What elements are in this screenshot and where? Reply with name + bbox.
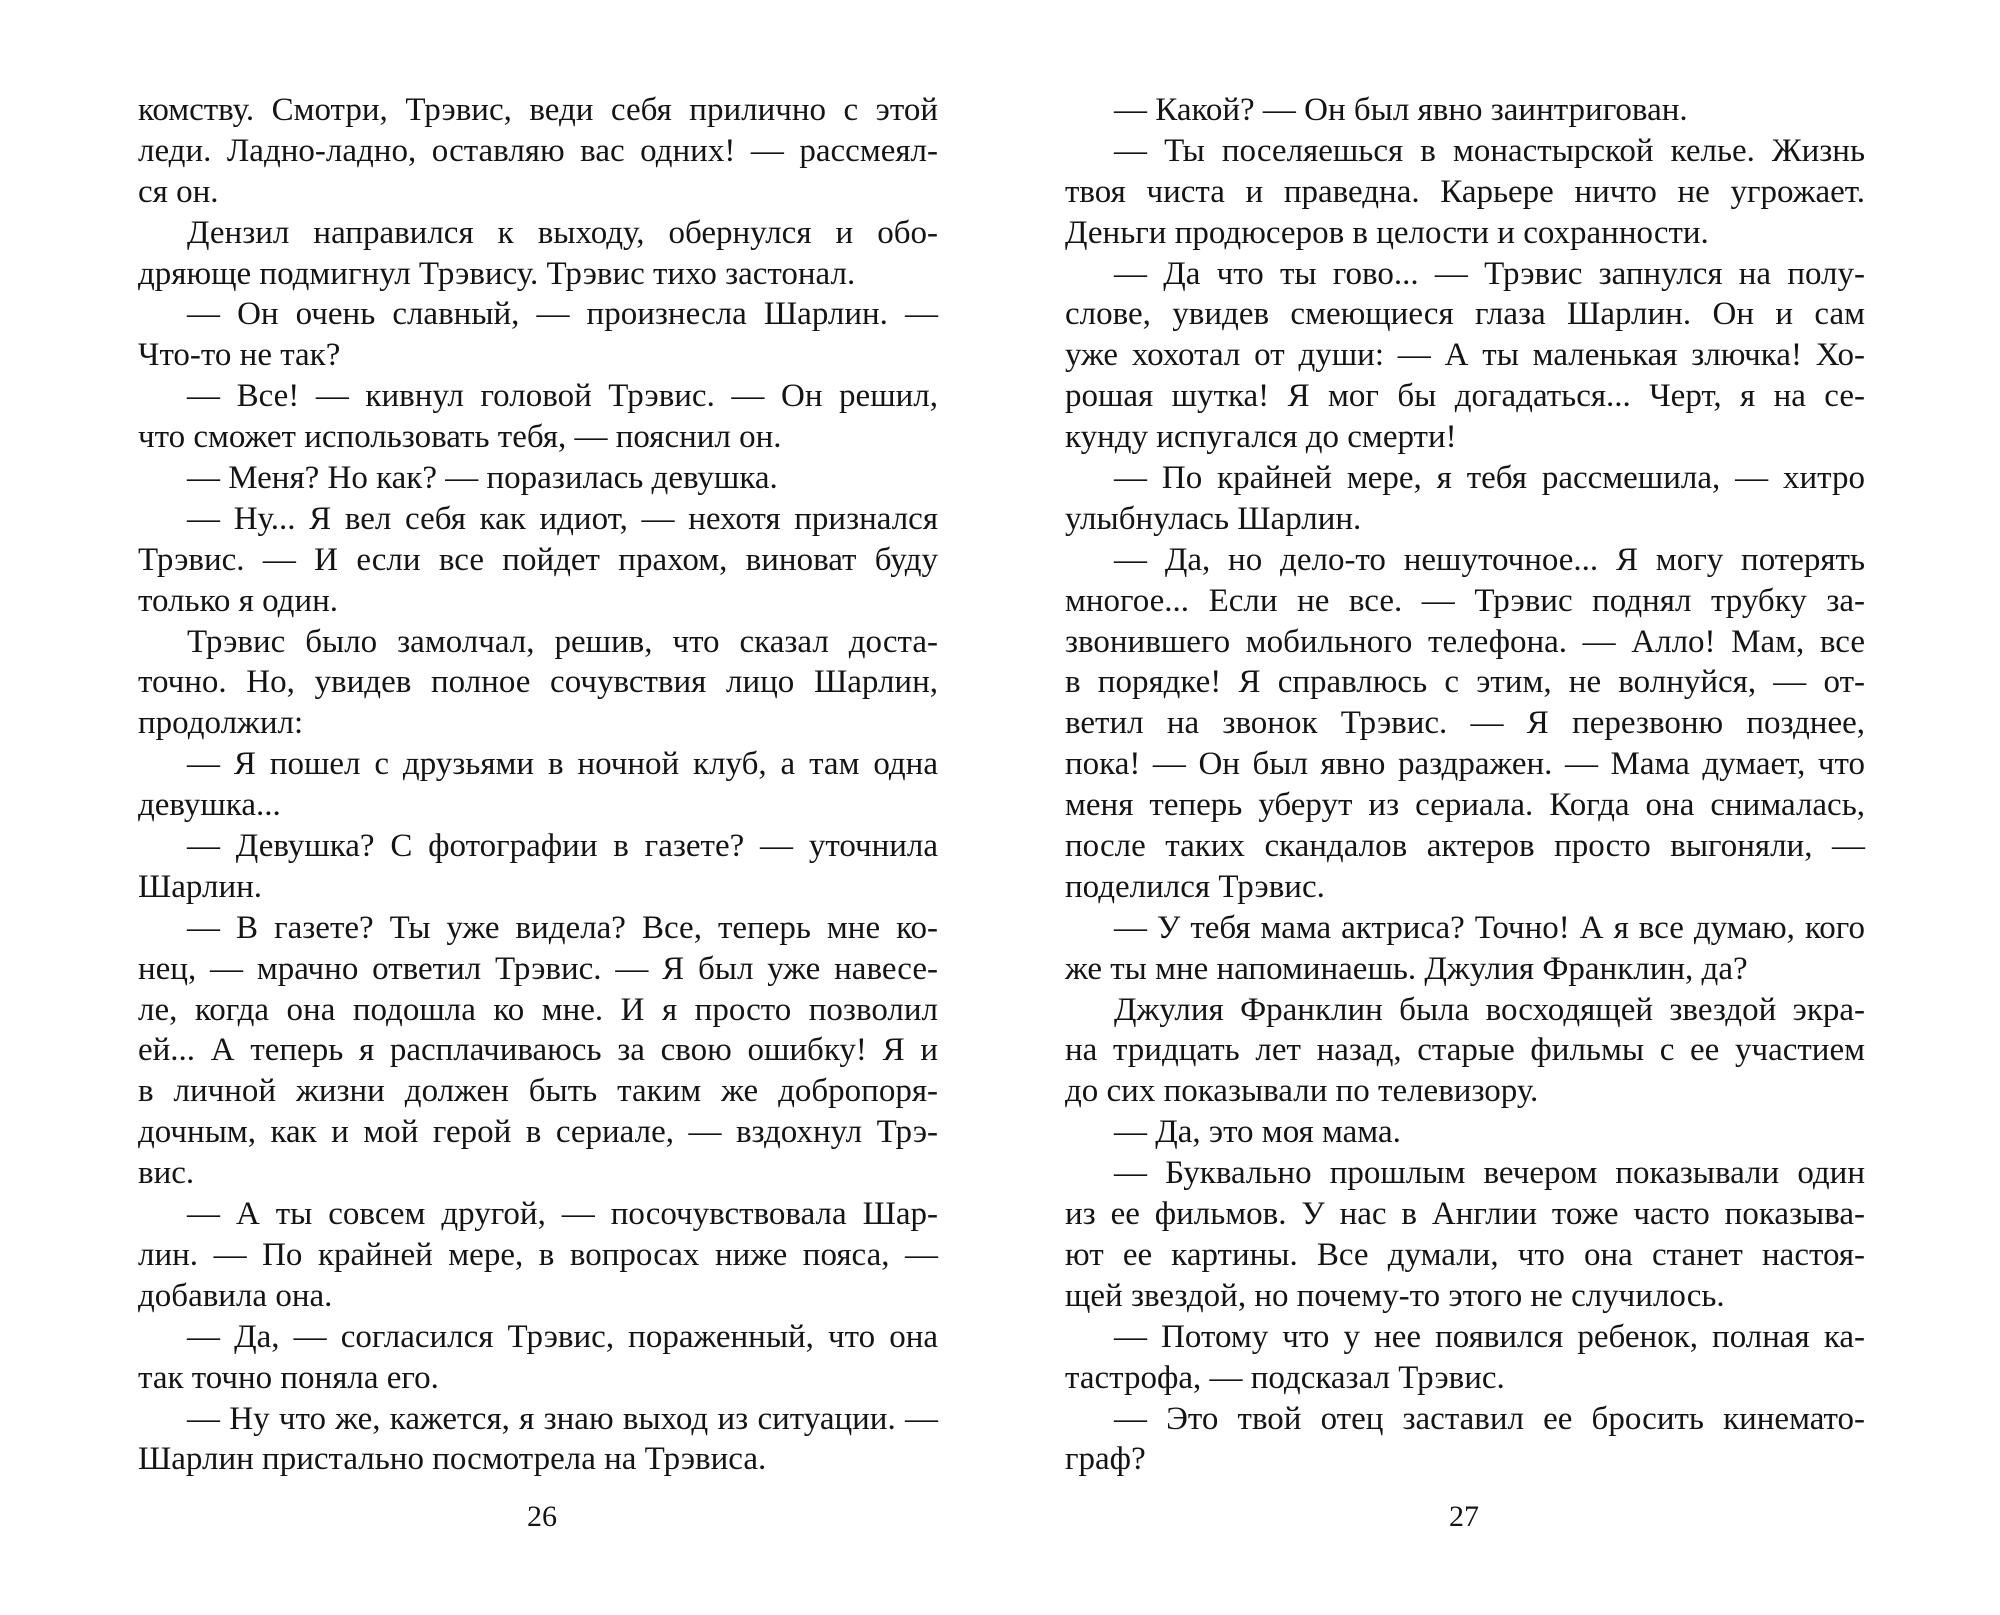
- text-line: до сих показывали по телевизору.: [1065, 1073, 1539, 1110]
- text-line: — Да, это моя мама.: [1114, 1114, 1401, 1151]
- text-line: ют ее картины. Все думали, что она станет настоя-: [1065, 1236, 1865, 1273]
- text-line: Что-то не так?: [138, 337, 341, 374]
- text-line: — У тебя мама актриса? Точно! А я все думаю, кого: [1114, 909, 1865, 946]
- text-line: же ты мне напоминаешь. Джулия Франклин, да?: [1065, 950, 1748, 987]
- text-line: меня теперь уберут из сериала. Когда она снималась,: [1065, 787, 1865, 824]
- text-line: — Ну что же, кажется, я знаю выход из ситуации. —: [187, 1400, 938, 1437]
- text-line: рошая шутка! Я мог бы догадаться... Черт, я на се-: [1065, 378, 1865, 415]
- text-line: твоя чиста и праведна. Карьере ничто не угрожает.: [1065, 173, 1865, 210]
- text-line: так точно поняла его.: [138, 1359, 439, 1396]
- text-line: поделился Трэвис.: [1065, 868, 1325, 905]
- page-number-right: 27: [1449, 1500, 1479, 1533]
- text-line: — Девушка? С фотографии в газете? — уточнила: [187, 828, 938, 865]
- text-line: Трэвис было замолчал, решив, что сказал доста-: [187, 623, 938, 660]
- text-line: уже хохотал от души: — А ты маленькая злючка! Хо-: [1065, 337, 1865, 374]
- text-line: продолжил:: [138, 705, 304, 742]
- text-line: улыбнулась Шарлин.: [1065, 500, 1362, 537]
- right-page-text: [1065, 90, 1865, 1480]
- text-line: слове, увидев смеющиеся глаза Шарлин. Он и сам: [1065, 296, 1865, 333]
- text-line: ей... А теперь я расплачиваюсь за свою ошибку! Я и: [138, 1032, 938, 1069]
- text-line: только я один.: [138, 582, 339, 619]
- text-line: после таких скандалов актеров просто выгоняли, —: [1065, 828, 1865, 865]
- text-line: вис.: [138, 1155, 195, 1192]
- text-line: — Я пошел с друзьями в ночной клуб, а там одна: [187, 746, 938, 783]
- text-line: — Все! — кивнул головой Трэвис. — Он решил,: [187, 378, 938, 415]
- text-line: — По крайней мере, я тебя рассмешила, — хитро: [1114, 460, 1865, 497]
- text-line: — В газете? Ты уже видела? Все, теперь мне ко-: [187, 909, 938, 946]
- text-line: ле, когда она подошла ко мне. И я просто позволил: [138, 991, 938, 1028]
- text-line: — Ты поселяешься в монастырской келье. Жизнь: [1114, 132, 1865, 169]
- text-line: — Он очень славный, — произнесла Шарлин. —: [187, 296, 938, 333]
- text-line: Шарлин.: [138, 868, 263, 905]
- text-line: — Буквально прошлым вечером показывали один: [1114, 1155, 1865, 1192]
- text-line: многое... Если не все. — Трэвис поднял трубку за-: [1065, 582, 1865, 619]
- text-line: Дензил направился к выходу, обернулся и обо-: [187, 214, 938, 251]
- text-line: из ее фильмов. У нас в Англии тоже часто показыва-: [1065, 1196, 1865, 1233]
- text-line: леди. Ладно-ладно, оставляю вас одних! — рассмеял-: [138, 132, 938, 169]
- text-line: точно. Но, увидев полное сочувствия лицо Шарлин,: [138, 664, 938, 701]
- text-line: — Какой? — Он был явно заинтригован.: [1114, 92, 1688, 128]
- text-line: что сможет использовать тебя, — пояснил он.: [138, 419, 782, 456]
- text-line: — А ты совсем другой, — посочувствовала Шар-: [187, 1196, 938, 1233]
- text-line: комству. Смотри, Трэвис, веди себя прилично с этой: [138, 92, 938, 128]
- text-line: — Это твой отец заставил ее бросить кинемато-: [1114, 1400, 1865, 1437]
- text-line: нец, — мрачно ответил Трэвис. — Я был уже навесе-: [138, 950, 938, 987]
- text-line: Шарлин пристально посмотрела на Трэвиса.: [138, 1441, 767, 1478]
- text-line: — Меня? Но как? — поразилась девушка.: [187, 460, 778, 497]
- text-line: ветил на звонок Трэвис. — Я перезвоню позднее,: [1065, 705, 1865, 742]
- text-line: кунду испугался до смерти!: [1065, 419, 1457, 456]
- text-line: пока! — Он был явно раздражен. — Мама думает, что: [1065, 746, 1865, 783]
- text-line: девушка...: [138, 787, 281, 824]
- text-line: — Да, — согласился Трэвис, пораженный, что она: [187, 1318, 938, 1355]
- text-line: Трэвис. — И если все пойдет прахом, виноват буду: [138, 541, 938, 578]
- left-page-text: [138, 90, 938, 1480]
- text-line: дочным, как и мой герой в сериале, — вздохнул Трэ-: [138, 1114, 938, 1151]
- text-line: — Да, но дело-то нешуточное... Я могу потерять: [1114, 541, 1865, 578]
- text-line: добавила она.: [138, 1277, 333, 1314]
- text-line: — Да что ты гово... — Трэвис запнулся на полу-: [1114, 255, 1865, 292]
- text-line: дряюще подмигнул Трэвису. Трэвис тихо застонал.: [138, 255, 856, 292]
- text-line: в личной жизни должен быть таким же добропоря-: [138, 1073, 938, 1110]
- text-line: граф?: [1065, 1441, 1146, 1478]
- text-line: лин. — По крайней мере, в вопросах ниже пояса, —: [138, 1236, 938, 1273]
- page-number-left: 26: [527, 1500, 557, 1533]
- text-line: в порядке! Я справлюсь с этим, не волнуйся, — от-: [1065, 664, 1865, 701]
- text-line: Джулия Франклин была восходящей звездой экра-: [1114, 991, 1865, 1028]
- text-line: щей звездой, но почему-то этого не случилось.: [1065, 1277, 1725, 1314]
- text-line: тастрофа, — подсказал Трэвис.: [1065, 1359, 1505, 1396]
- text-line: ся он.: [138, 173, 219, 210]
- text-line: звонившего мобильного телефона. — Алло! Мам, все: [1065, 623, 1865, 660]
- text-line: — Ну... Я вел себя как идиот, — нехотя признался: [187, 500, 938, 537]
- text-line: на тридцать лет назад, старые фильмы с ее участием: [1065, 1032, 1865, 1069]
- text-line: — Потому что у нее появился ребенок, полная ка-: [1114, 1318, 1865, 1355]
- text-line: Деньги продюсеров в целости и сохранности.: [1065, 214, 1709, 251]
